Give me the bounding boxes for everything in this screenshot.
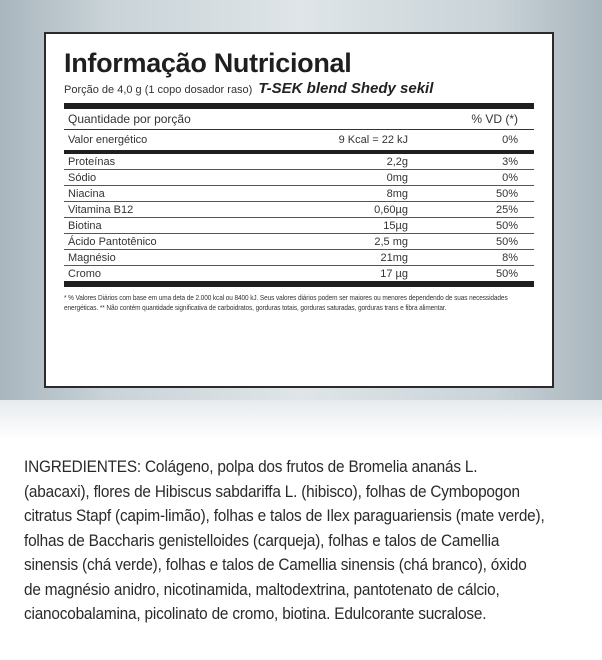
table-row (64, 266, 534, 287)
nutrient-name: Vitamina B12 (68, 203, 134, 216)
nutrient-vd: 25% (495, 203, 518, 216)
table-row (64, 154, 534, 170)
table-row (64, 202, 534, 218)
nutrient-amount: 2,2g (386, 155, 408, 168)
nutrient-amount: 17 µg (380, 267, 408, 280)
nutrient-name: Proteínas (68, 155, 116, 168)
table-row (64, 218, 534, 234)
nutrient-amount: 8mg (386, 187, 408, 200)
energy-name: Valor energético (68, 134, 148, 146)
nutrition-table (64, 103, 534, 287)
product-name: T-SEK blend Shedy sekil (258, 80, 434, 97)
nutrient-name: Ácido Pantotênico (68, 235, 157, 248)
nutrient-vd: 50% (495, 219, 518, 232)
nutrient-amount: 0mg (386, 171, 408, 184)
nutrient-vd: 50% (495, 235, 518, 248)
nutrient-vd: 50% (495, 187, 518, 200)
table-row (64, 170, 534, 186)
label-subtitle (64, 80, 534, 97)
label-title: Informação Nutricional (64, 48, 352, 78)
nutrient-amount: 15µg (383, 219, 408, 232)
nutrient-vd: 0% (502, 171, 518, 184)
nutrient-vd: 8% (502, 251, 518, 264)
nutrient-name: Magnésio (68, 251, 116, 264)
table-header (64, 109, 534, 130)
energy-vd: 0% (502, 134, 518, 146)
header-vd: % VD (*) (471, 112, 518, 126)
nutrient-name: Niacina (68, 187, 105, 200)
nutrient-amount: 21mg (380, 251, 408, 264)
table-row (64, 250, 534, 266)
nutrient-vd: 50% (495, 267, 518, 280)
nutrient-name: Cromo (68, 267, 102, 280)
energy-amount: 9 Kcal = 22 kJ (338, 134, 408, 146)
label-footnote: * % Valores Diários com base em uma deta de 2.000 kcal ou 8400 kJ. Seus valores diários podem ser maiores ou menores dependendo de suas necessidades energéticas. ** Não contém quantidade significativa de carboidratos, gorduras totais, gorduras saturadas, gorduras trans e fibra alimentar. (64, 293, 508, 312)
background-fade (0, 400, 602, 440)
ingredients-text: INGREDIENTES: Colágeno, polpa dos frutos de Bromelia ananás L. (abacaxi), flores de Hibiscus sabdariffa L. (hibisco), folhas de Cymbopogon citratus Stapf (capim-limão), folhas e talos de Ilex paraguariensis (mate verde), folhas de Baccharis genistelloides (carqueja), folhas e talos de Camellia sinensis (chá verde), folhas e talos de Camellia sinensis (chá branco), óxido de magnésio anidro, nicotinamida, maltodextrina, pantotenato de cálcio, cianocobalamina, picolinato de cromo, biotina. Edulcorante sucralose. (24, 458, 545, 623)
table-row (64, 234, 534, 250)
table-row (64, 186, 534, 202)
portion-size: Porção de 4,0 g (1 copo dosador raso) (64, 84, 253, 96)
table-row-energy (64, 130, 534, 154)
nutrient-amount: 0,60µg (374, 203, 408, 216)
nutrient-vd: 3% (502, 155, 518, 168)
nutrition-label (44, 32, 554, 388)
header-quantity: Quantidade por porção (68, 112, 191, 126)
nutrient-amount: 2,5 mg (374, 235, 408, 248)
nutrient-name: Sódio (68, 171, 97, 184)
nutrient-name: Biotina (68, 219, 102, 232)
